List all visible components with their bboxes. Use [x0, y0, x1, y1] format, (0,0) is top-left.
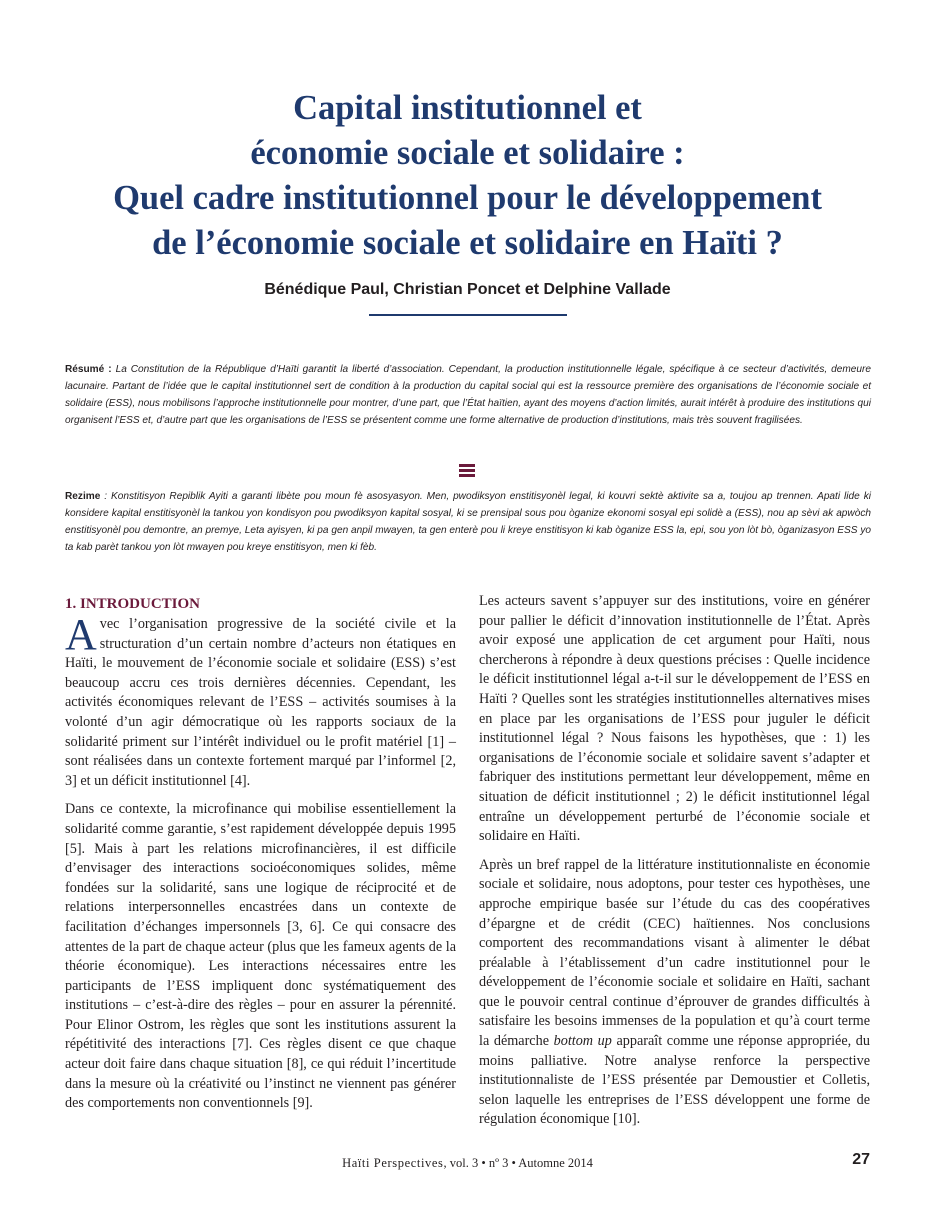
paragraph: [65, 610, 456, 791]
paragraph-text: vec l’organisation progressive de la société civile et la structuration d’un certain nombre d’acteurs non étatiques en Haïti, le mouvement de l’économie sociale et solidaire (ESS) s’est beaucoup accru ces trois dernières décennies. Cependant, les activités économiques relevant de l’ESS – activités soumises à la volonté d’un agir démocratique où les rapports sociaux de la solidarité priment sur l’intérêt individuel ou le profit matériel [1] – sont réalisées dans un contexte fortement marqué par l’informel [2, 3] et un déficit institutionnel [4].: [65, 616, 456, 789]
abstract-french-text: La Constitution de la République d’Haïti garantit la liberté d’association. Cependant, la production institutionnelle légale, spécifique à ce secteur d’activités, demeure lacunaire. Partant de l’idée que le capital institutionnel sert de condition à la production du capital social qui est la ressource première des organisations de l’économie sociale et solidaire (ESS), nous mobilisons l’approche institutionnelle pour montrer, d’une part, que l’État haïtien, ayant des moyens d’action limités, aurait intérêt à produire des institutions qui organisent l’ESS et, d’autre part que les organisations de l’ESS se présentent comme une forme alternative de production d’institutions, mais très souvent fragilisées.: [65, 364, 872, 426]
journal-name: Haïti Perspectives: [342, 1156, 444, 1170]
title-divider: [369, 314, 567, 316]
section-heading: 1. INTRODUCTION: [65, 596, 201, 612]
issue-info: , vol. 3 • nº 3 • Automne 2014: [443, 1156, 593, 1170]
abstract-french-label: Résumé :: [65, 364, 112, 375]
title-line: économie sociale et solidaire :: [250, 134, 685, 172]
abstract-creole: [65, 488, 871, 556]
running-footer: [0, 1156, 935, 1171]
paragraph: Les acteurs savent s’appuyer sur des institutions, voire en générer pour pallier le déficit d’innovation institutionnelle de l’État. Après avoir exposé une application de cet argument pour Haïti, nous chercherons à répondre à deux questions précises : Quelle incidence le déficit institutionnel légal a-t-il sur le développement de l’ESS en Haïti ? Quelles sont les stratégies institutionnelles alternatives mises en place par les organisations de l’ESS pour juguler le déficit institutionnel légal ? Nous faisons les hypothèses, que : 1) les organisations de l’économie sociale et solidaire savent s’adapter et fabriquer des institutions permettant leur développement, même en situation de déficit institutionnel ; 2) le déficit institutionnel légal entraîne un développement perturbé de l’économie sociale et solidaire en Haïti.: [479, 593, 870, 845]
abstract-creole-label: Rezime: [65, 491, 101, 502]
title-line: Quel cadre institutionnel pour le développement: [113, 179, 822, 217]
article-title: [40, 86, 895, 266]
title-line: Capital institutionnel et: [293, 89, 642, 127]
right-column: [479, 592, 870, 1139]
emphasis: bottom up: [553, 1033, 612, 1050]
paragraph-text: apparaît comme une réponse appropriée, du moins palliative. Notre analyse renforce la perspective institutionnaliste de l’ESS présentée par Demoustier et Colletis, selon laquelle les entreprises de l’ESS développent une forme de régulation économique [10].: [479, 1033, 870, 1128]
paragraph: [479, 856, 870, 1130]
triple-bar-icon: [459, 464, 475, 478]
abstract-french: [65, 361, 871, 429]
abstract-creole-text: : Konstitisyon Repiblik Ayiti a garanti libète pou moun fè asosyasyon. Men, pwodiksyon enstitisyonèl legal, ki kouvri sektè aktivite sa a, toujou ap trennen. Apati lide ki konsidere kapital enstitisyonèl la tankou yon kondisyon pou pwodiksyon kapital sosyal, ki se prensipal sous pou òganize ekonomi sosyal epi solidè a (ESS), nou ap sèvi ak apwòch enstitisyonèl pou demontre, an premye, Leta ayisyen, ki pa gen anpil mwayen, ta gen enterè pou li kreye enstitisyon ki kab òganize ESS la, epi, sou yon lòt bò, òganizasyon ESS yo ta kab parèt tankou yon lòt mwayen pou kreye enstitisyon, men ki fèb.: [65, 491, 871, 553]
paragraph-text: Après un bref rappel de la littérature institutionnaliste en économie sociale et solidaire, nous adoptons, pour tester ces hypothèses, une approche empirique basée sur l’étude du cas des coopératives d’épargne et de crédit (CEC) haïtiennes. Nos conclusions comportent des recommandations visant à alimenter le débat préalable à l’établissement d’un cadre institutionnel pour le développement de l’économie sociale et solidaire en Haïti, sachant que le pouvoir central continue d’éprouver de grandes difficultés à satisfaire les besoins immenses de la population et qu’à court terme la démarche: [479, 856, 870, 1050]
author-list: Bénédique Paul, Christian Poncet et Delphine Vallade: [264, 281, 671, 298]
page-number: 27: [852, 1151, 870, 1168]
title-line: de l’économie sociale et solidaire en Haïti ?: [152, 224, 783, 262]
paragraph: Dans ce contexte, la microfinance qui mobilise essentiellement la solidarité comme garantie, s’est rapidement développée depuis 1995 [5]. Mais à part les relations microfinancières, il est difficile d’envisager des interactions socioéconomiques solides, même fondées sur la solidarité, sans une logique de réciprocité et de relations interpersonnelles encastrées dans un contexte de facilitation d’échanges impersonnels [3, 6]. Ce qui consacre des attentes de la part de chaque acteur (plus que les fameux agents de la théorie économique). Les interactions nécessaires entre les participants de l’ESS impliquent donc systématiquement des institutions – c’est-à-dire des règles – pour en assurer la pérennité. Pour Elinor Ostrom, les règles que sont les institutions assurent la répétitivité des interactions [7]. Ces règles disent ce que chaque acteur doit faire dans chaque situation [8], ce qui réduit l’incertitude dans la mesure où la créativité ou l’instinct ne viennent pas générer des comportements non conventionnels [9].: [65, 801, 456, 1112]
left-column: [65, 594, 456, 1123]
drop-cap: A: [65, 610, 97, 659]
